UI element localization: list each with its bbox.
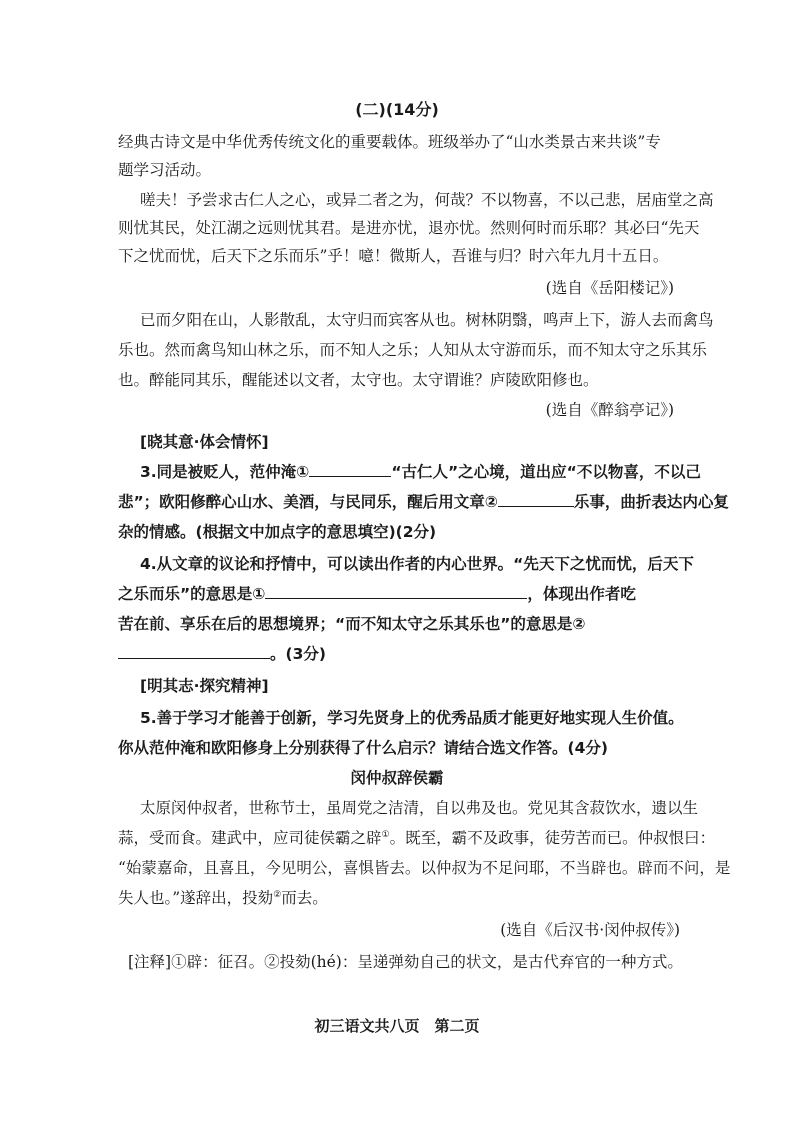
note-marker-1: ① [381, 829, 390, 840]
passage3-title: 闵仲叔辞侯霸 [350, 769, 444, 787]
passage2-line-2: 乐也。然而禽鸟知山林之乐，而不知人之乐；人知从太守游而乐，而不知太守之乐其乐 [118, 341, 708, 359]
passage3-source: (选自《后汉书·闵仲叔传》) [500, 921, 680, 939]
passage1-line-3: 下之忧而忧，后天下之乐而乐”乎！噫！微斯人，吾谁与归？时六年九月十五日。 [118, 247, 669, 265]
question-4-line-1: 4.从文章的议论和抒情中，可以读出作者的内心世界。“先天下之忧而忧，后天下 [140, 555, 694, 573]
question-5-line-1: 5.善于学习才能善于创新，学习先贤身上的优秀品质才能更好地实现人生价值。 [140, 709, 684, 727]
question-5-line-2: 你从范仲淹和欧阳修身上分别获得了什么启示？请结合选文作答。(4分) [118, 739, 608, 757]
passage1-line-1: 嗟夫！予尝求古仁人之心，或异二者之为，何哉？不以物喜，不以己悲，居庙堂之高 [140, 191, 714, 209]
passage3-text-b: 。既至，霸不及政事，徒劳苦而已。仲叔恨曰： [389, 829, 716, 847]
annotation: [注释]①辟：征召。②投劾(hé)：呈递弹劾自己的状文，是古代弃官的一种方式。 [128, 953, 683, 971]
question-3-line-2 [118, 492, 729, 512]
passage1-line-2: 则忧其民，处江湖之远则忧其君。是进亦忧，退亦忧。然则何时而乐耶？其必曰“先天 [118, 219, 700, 237]
passage2-source: (选自《醉翁亭记》) [545, 401, 674, 419]
q3-text-b: “古仁人”之心境，道出应“不以物喜，不以己 [391, 463, 701, 481]
q4-blank-1[interactable] [265, 584, 527, 599]
page-footer: 初三语文共八页 第二页 [314, 1017, 480, 1035]
q4-text-a: 之乐而乐”的意思是① [118, 585, 266, 603]
section-title: (二)(14分) [355, 100, 439, 119]
q4-blank-2[interactable] [118, 644, 270, 659]
heading-understand: [晓其意·体会情怀] [140, 433, 269, 451]
passage3-line-4 [118, 888, 328, 908]
q3-text-d: 乐事，曲折表达内心复 [573, 493, 729, 511]
question-4-line-4 [118, 644, 326, 664]
question-4-line-3: 苦在前、享乐在后的思想境界；“而不知太守之乐其乐也”的意思是② [118, 615, 586, 633]
passage1-source: (选自《岳阳楼记》) [545, 279, 674, 297]
q4-text-c: 。(3分) [270, 645, 326, 663]
question-3-line-3: 杂的情感。(根据文中加点字的意思填空)(2分) [118, 523, 437, 541]
passage2-line-3: 也。醉能同其乐，醒能述以文者，太守也。太守谓谁？庐陵欧阳修也。 [118, 371, 599, 389]
passage3-line-3: “始蒙嘉命，且喜且，今见明公，喜惧皆去。以仲叔为不足问耶，不当辟也。辟而不问，是 [118, 859, 731, 877]
q3-blank-1[interactable] [309, 462, 391, 477]
passage3-text-d: 而去。 [281, 889, 328, 907]
passage3-line-2 [118, 828, 715, 848]
intro-line-1: 经典古诗文是中华优秀传统文化的重要载体。班级举办了“山水类景古来共谈”专 [118, 133, 661, 151]
passage3-text-c: 失人也。”遂辞出，投劾 [118, 889, 274, 907]
q3-text-a: 3.同是被贬人，范仲淹① [140, 463, 310, 481]
passage3-text-a: 蒜，受而食。建武中，应司徒侯霸之辟 [118, 829, 382, 847]
passage3-line-1: 太原闵仲叔者，世称节士，虽周党之洁清，自以弗及也。党见其含菽饮水，遗以生 [140, 799, 699, 817]
intro-line-2: 题学习活动。 [118, 161, 212, 179]
question-4-line-2 [118, 584, 636, 604]
q3-text-c: 悲”；欧阳修醉心山水、美酒，与民同乐，醒后用文章② [118, 493, 498, 511]
passage2-line-1: 已而夕阳在山，人影散乱，太守归而宾客从也。树林阴翳，鸣声上下，游人去而禽鸟 [140, 311, 714, 329]
note-marker-2: ② [273, 889, 282, 900]
q4-text-b: ，体现出作者吃 [527, 585, 636, 603]
q3-blank-2[interactable] [498, 492, 574, 507]
heading-explore: [明其志·探究精神] [140, 677, 269, 695]
question-3-line-1 [140, 462, 701, 482]
